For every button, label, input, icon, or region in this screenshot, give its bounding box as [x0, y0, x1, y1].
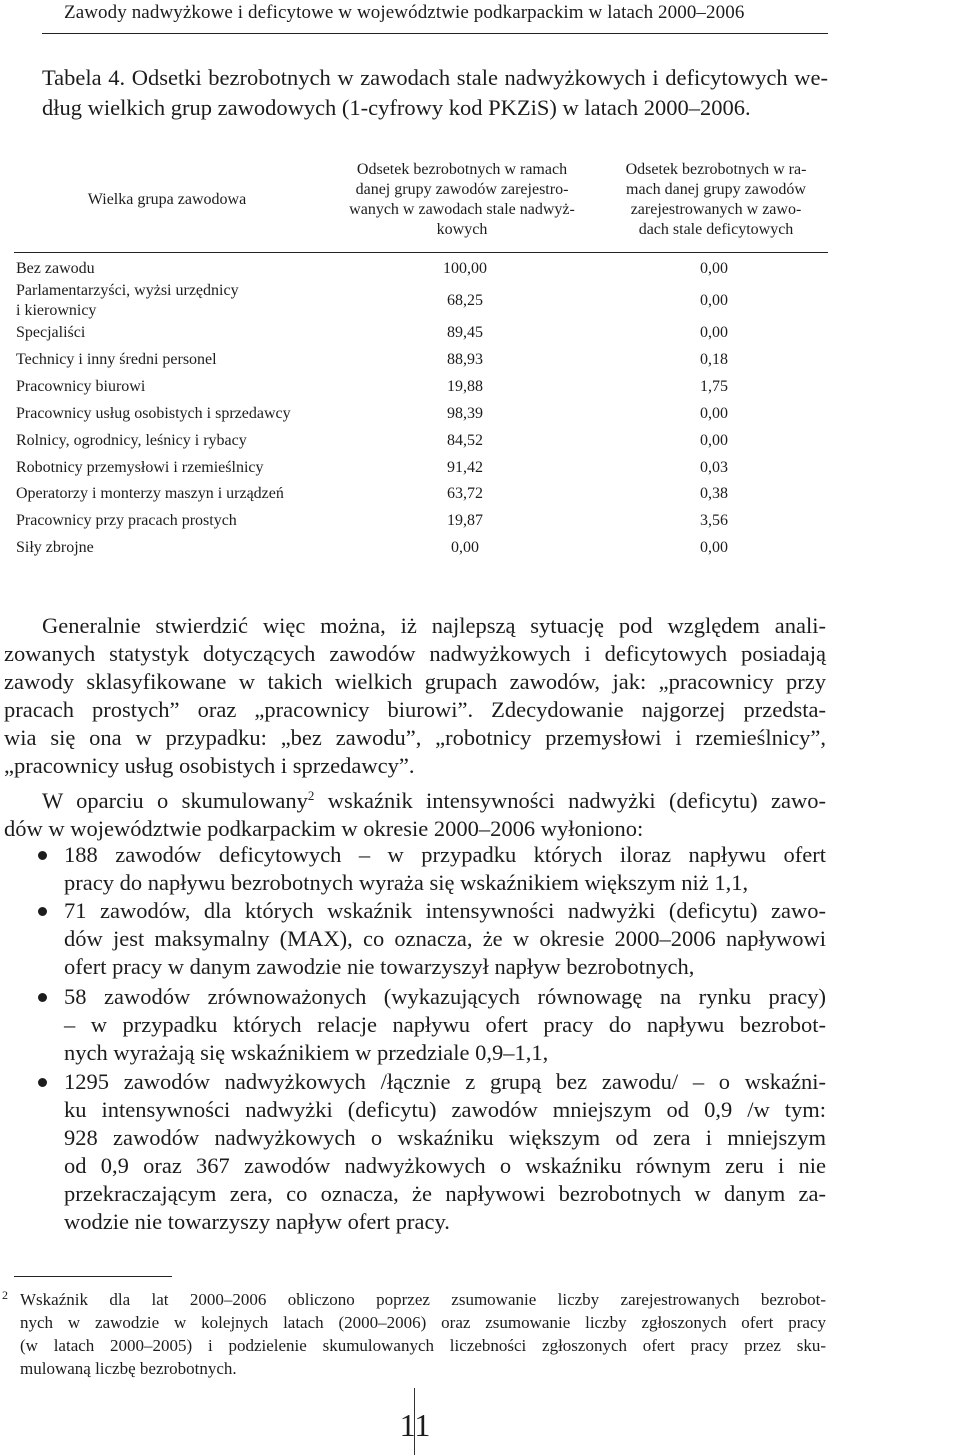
header-line: dach stale deficytowych [638, 221, 794, 238]
table-rule [14, 252, 828, 253]
text-line: od 0,9 oraz 367 zawodów nadwyżkowych o wskaźniku równym zeru i nie [64, 1153, 826, 1178]
text-line: – w przypadku których relacje napływu ofert pracy do napływu bezrobot- [64, 1012, 826, 1037]
running-head: Zawody nadwyżkowe i deficytowe w województwie podkarpackim w latach 2000–2006 [64, 2, 745, 23]
cell-deficit: 0,00 [700, 405, 728, 422]
cell-deficit: 0,00 [700, 324, 728, 341]
text-line: (w latach 2000–2005) i podzielenie skumulowanych liczebności zgłoszonych ofert pracy przez sku- [20, 1336, 826, 1355]
cell-deficit: 0,00 [700, 539, 728, 556]
footnote-ref[interactable]: 2 [307, 788, 315, 803]
cell-group: Robotnicy przemysłowi i rzemieślnicy [16, 459, 264, 476]
cell-group: Siły zbrojne [16, 539, 94, 556]
header-line: wanych w zawodach stale nadwyż- [349, 201, 575, 218]
cell-group: Pracownicy przy pracach prostych [16, 512, 237, 529]
bullet-icon [38, 851, 47, 860]
text-line: pracach prostych” oraz „pracownicy biurowi”. Zdecydowanie najgorzej przedsta- [4, 697, 826, 722]
bullet-icon [38, 993, 47, 1002]
text-line: 58 zawodów zrównoważonych (wykazujących równowagę na rynku pracy) [64, 984, 826, 1009]
header-line: mach danej grupy zawodów [626, 181, 806, 198]
caption-line: Tabela 4. Odsetki bezrobotnych w zawodach stale nadwyżkowych i deficytowych we- [42, 65, 828, 90]
header-rule [42, 33, 828, 34]
cell-surplus: 84,52 [447, 432, 483, 449]
cell-surplus: 19,88 [447, 378, 483, 395]
text-line: Generalnie stwierdzić więc można, iż najlepszą sytuację pod względem anali- [42, 613, 826, 638]
text-line: zawody sklasyfikowane w takich wielkich grupach zawodów, jak: „pracownicy przy [4, 669, 826, 694]
paragraph-summary [4, 612, 826, 780]
cell-group: Technicy i inny średni personel [16, 351, 217, 368]
cell-group: Parlamentarzyści, wyżsi urzędnicy i kierownicy [16, 282, 239, 319]
cell-group: Specjaliści [16, 324, 86, 341]
cell-surplus: 100,00 [443, 260, 487, 277]
text-line: 1295 zawodów nadwyżkowych /łącznie z grupą bez zawodu/ – o wskaźni- [64, 1069, 826, 1094]
footnote-mark: 2 [2, 1288, 8, 1302]
header-line: danej grupy zawodów zarejestro- [355, 181, 569, 198]
text-line: W oparciu o skumulowany$^2$ wskaźnik intensywności nadwyżki (deficytu) zawo- [42, 788, 826, 813]
paragraph-indicator [4, 787, 826, 843]
bullet-icon [38, 1078, 47, 1087]
footnote-rule [14, 1276, 172, 1277]
header-line: Odsetek bezrobotnych w ra- [625, 161, 807, 178]
text-line: ku intensywności nadwyżki (deficytu) zawodów mniejszym od 0,9 /w tym: [64, 1097, 826, 1122]
cell-group: Rolnicy, ogrodnicy, leśnicy i rybacy [16, 432, 247, 449]
text-line: Wskaźnik dla lat 2000–2006 obliczono poprzez zsumowanie liczby zarejestrowanych bezrobot- [20, 1290, 826, 1309]
cell-surplus: 89,45 [447, 324, 483, 341]
text-line: 71 zawodów, dla których wskaźnik intensywności nadwyżki (deficytu) zawo- [64, 898, 826, 923]
cell-surplus: 19,87 [447, 512, 483, 529]
text-line: ofert pracy w danym zawodzie nie towarzyszył napływ bezrobotnych, [64, 954, 695, 979]
text-line: wia się ona w przypadku: „bez zawodu”, „robotnicy przemysłowi i rzemieślnicy”, [4, 725, 826, 750]
header-share-deficit [604, 160, 828, 240]
header-line: Wielka grupa zawodowa [87, 191, 247, 208]
header-share-surplus [320, 160, 604, 240]
cell-deficit: 0,18 [700, 351, 728, 368]
cell-group: Bez zawodu [16, 260, 95, 277]
cell-deficit: 0,00 [700, 260, 728, 277]
cell-group: Operatorzy i monterzy maszyn i urządzeń [16, 485, 284, 502]
cell-deficit: 0,38 [700, 485, 728, 502]
cell-surplus: 63,72 [447, 485, 483, 502]
text-line: nych w zawodzie w kolejnych latach (2000–2006) oraz zsumowanie liczby zgłoszonych ofert pracy [20, 1313, 826, 1332]
text-line: zowanych statystyk dotyczących zawodów nadwyżkowych i deficytowych posiadają [4, 641, 826, 666]
text-line: 928 zawodów nadwyżkowych o wskaźniku większym od zera i mniejszym [64, 1125, 826, 1150]
cell-surplus: 88,93 [447, 351, 483, 368]
text-line: mulowaną liczbę bezrobotnych. [20, 1359, 237, 1378]
text-line: dów w województwie podkarpackim w okresie 2000–2006 wyłoniono: [4, 816, 644, 841]
cell-group: Pracownicy biurowi [16, 378, 146, 395]
header-line: kowych [436, 221, 488, 238]
cell-surplus: 68,25 [447, 292, 483, 309]
text-line: pracy do napływu bezrobotnych wyraża się wskaźnikiem większym niż 1,1, [64, 870, 749, 895]
table-caption [42, 63, 828, 123]
text-line: dów jest maksymalny (MAX), co oznacza, że w okresie 2000–2006 napływowi [64, 926, 826, 951]
cell-deficit: 1,75 [700, 378, 728, 395]
cell-deficit: 3,56 [700, 512, 728, 529]
caption-line: dług wielkich grup zawodowych (1-cyfrowy kod PKZiS) w latach 2000–2006. [42, 95, 751, 120]
cell-group: Pracownicy usług osobistych i sprzedawcy [16, 405, 291, 422]
text-line: przekraczającym zera, co oznacza, że napływowi bezrobotnych w danym za- [64, 1181, 826, 1206]
header-line: Odsetek bezrobotnych w ramach [356, 161, 568, 178]
text-line: nych wyrażają się wskaźnikiem w przedziale 0,9–1,1, [64, 1040, 549, 1065]
cell-deficit: 0,00 [700, 432, 728, 449]
text-line: „pracownicy usług osobistych i sprzedawcy”. [4, 753, 415, 778]
header-line: zarejestrowanych w zawo- [630, 201, 802, 218]
cell-surplus: 98,39 [447, 405, 483, 422]
cell-deficit: 0,00 [700, 292, 728, 309]
header-group [50, 190, 284, 210]
text-line: 188 zawodów deficytowych – w przypadku których iloraz napływu ofert [64, 842, 826, 867]
cell-surplus: 91,42 [447, 459, 483, 476]
bullet-icon [38, 907, 47, 916]
cell-deficit: 0,03 [700, 459, 728, 476]
text-line: wodzie nie towarzyszy napływ ofert pracy. [64, 1209, 450, 1234]
cell-surplus: 0,00 [451, 539, 479, 556]
page-number: 11 [399, 1407, 431, 1443]
